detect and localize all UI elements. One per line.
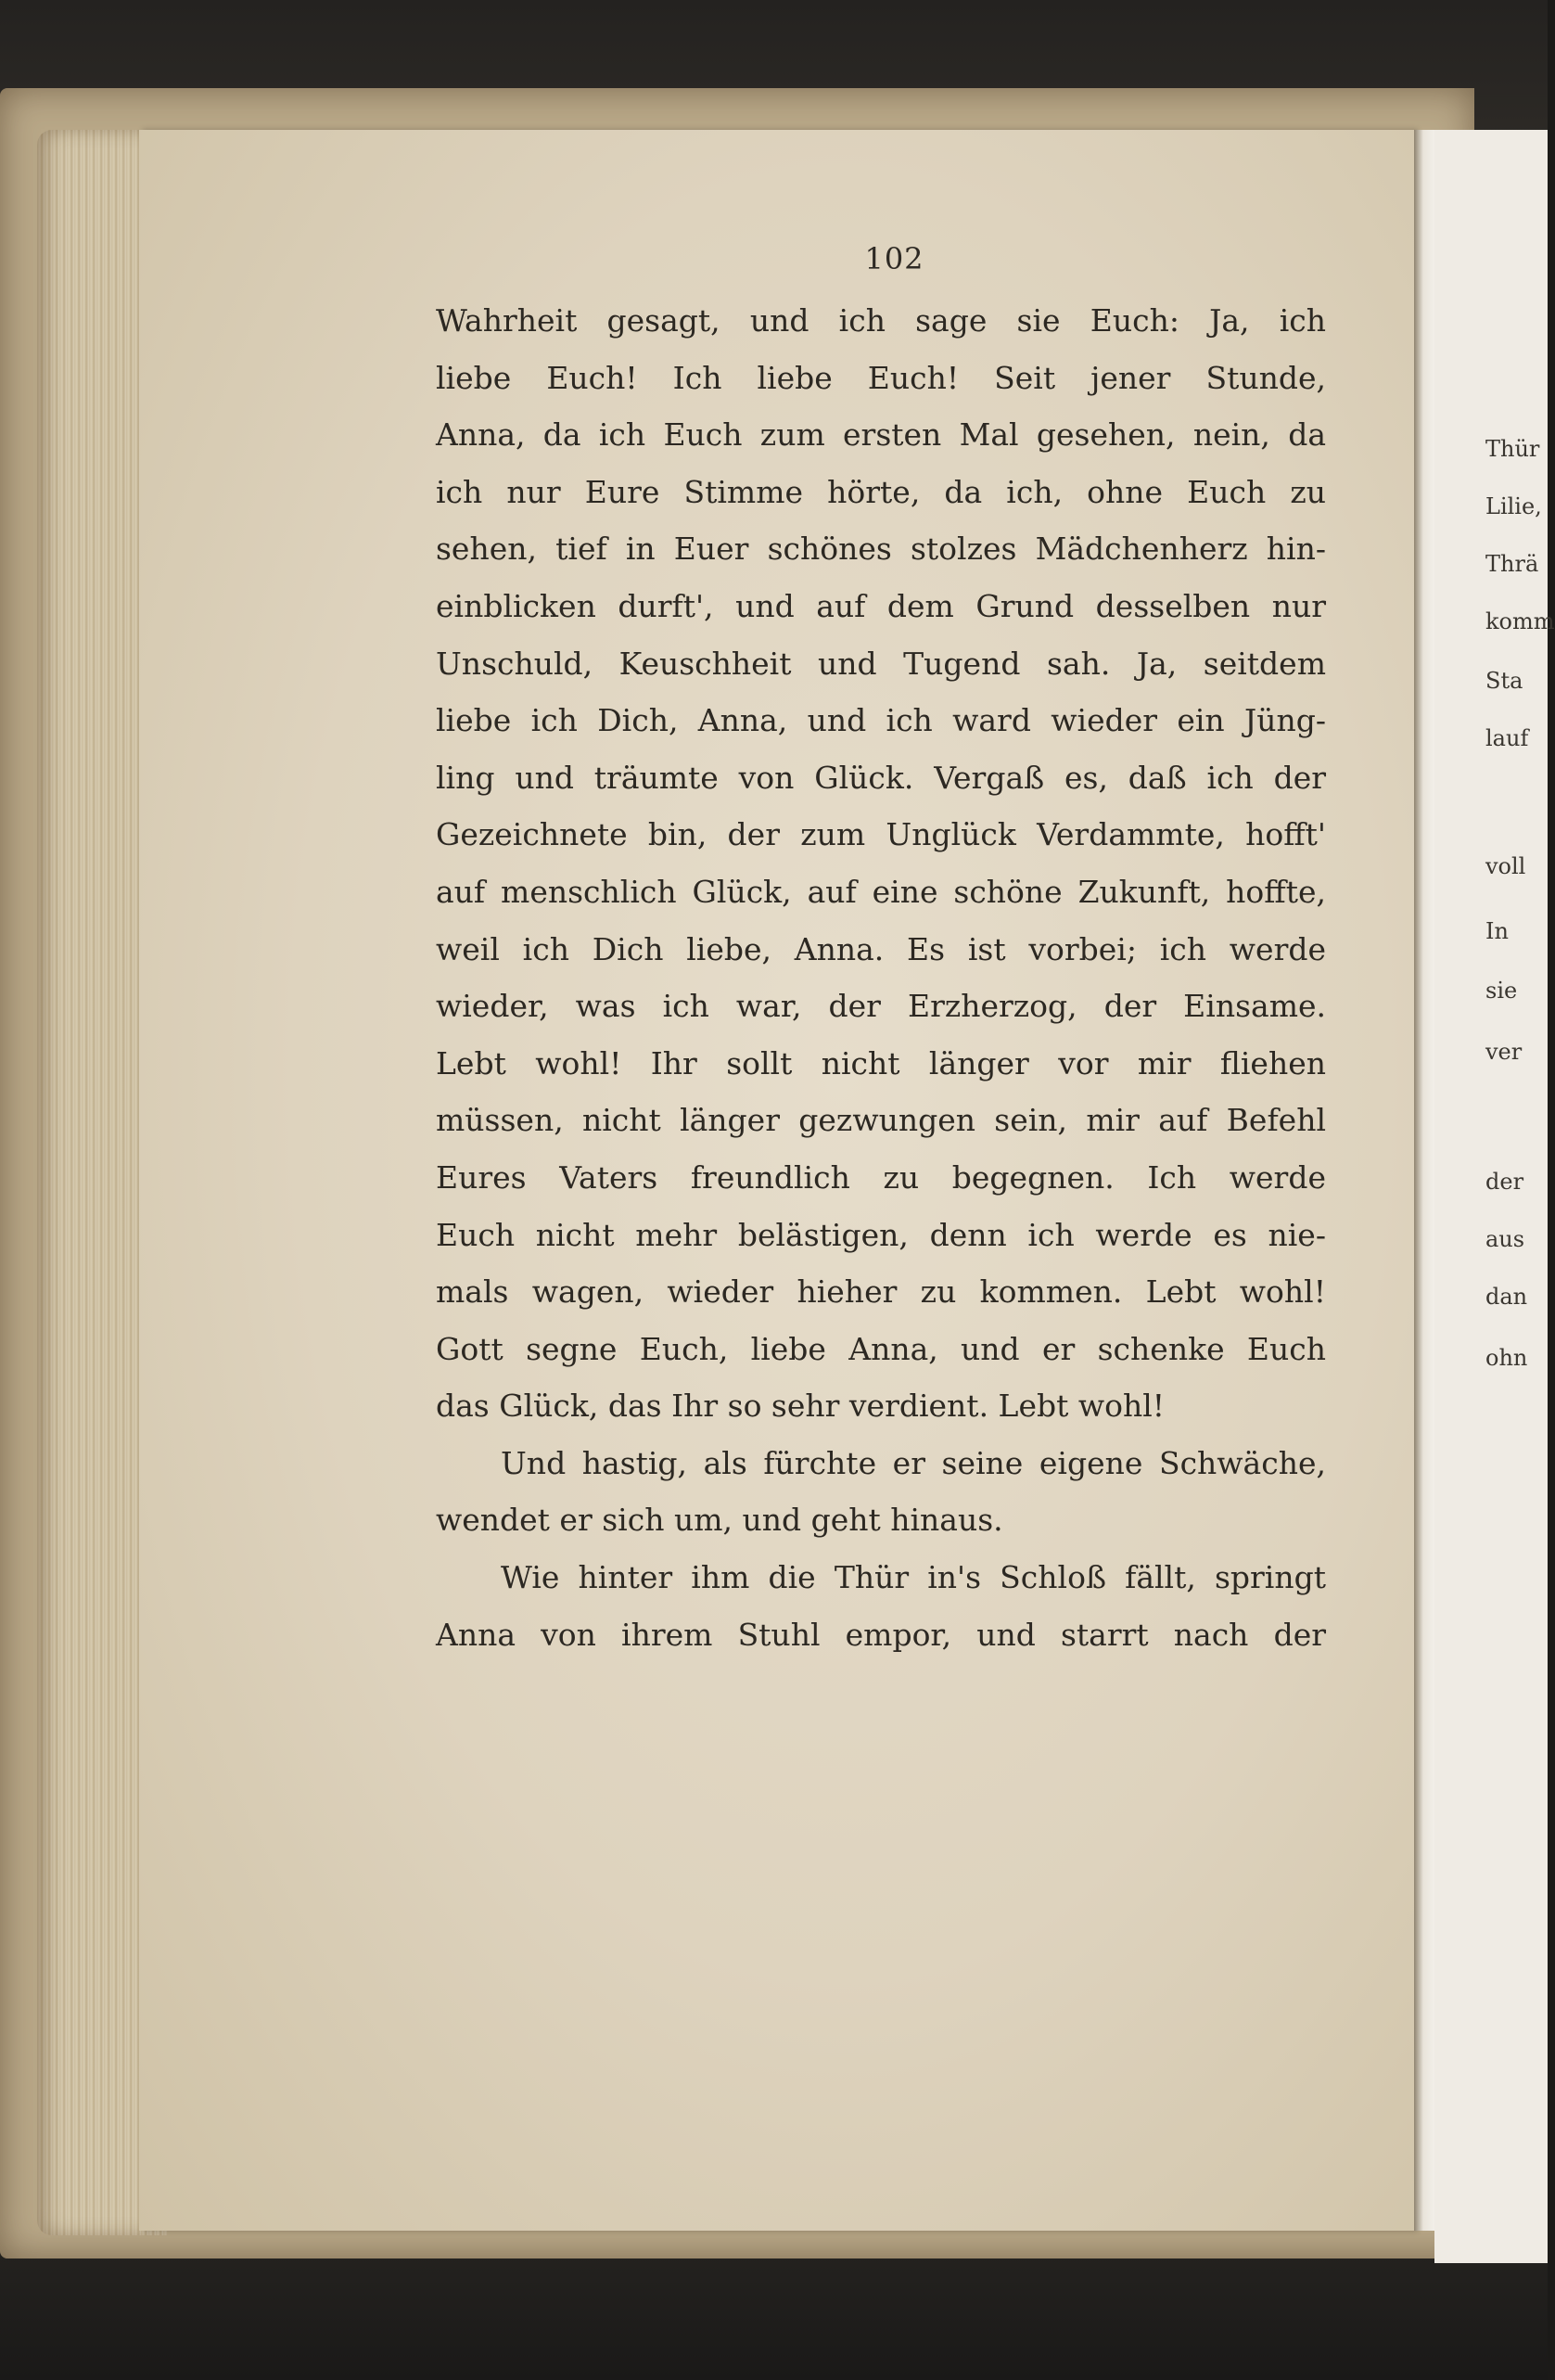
text-line: Eures Vaters freundlich zu begegnen. Ich werde — [436, 1158, 1326, 1196]
text-line: einblicken durft', und auf dem Grund desselben nur — [436, 587, 1326, 624]
adjacent-page-fragment: voll — [1485, 853, 1526, 879]
text-line: Wahrheit gesagt, und ich sage sie Euch: Ja, ich — [436, 302, 1326, 339]
adjacent-page-fragment: der — [1485, 1169, 1524, 1195]
adjacent-page-fragment: komm — [1485, 608, 1555, 634]
text-line: Und hastig, als fürchte er seine eigene Schwäche, — [501, 1444, 1326, 1481]
text-line: Unschuld, Keuschheit und Tugend sah. Ja, seitdem — [436, 645, 1326, 682]
adjacent-page-fragment: In — [1485, 918, 1509, 944]
text-line: müssen, nicht länger gezwungen sein, mir auf Befehl — [436, 1102, 1326, 1139]
adjacent-page-fragment: dan — [1485, 1284, 1528, 1310]
text-line: wendet er sich um, und geht hinaus. — [436, 1502, 1003, 1539]
adjacent-page-fragment: sie — [1485, 978, 1518, 1004]
text-line: mals wagen, wieder hieher zu kommen. Lebt wohl! — [436, 1273, 1326, 1311]
adjacent-page-fragment: ohn — [1485, 1345, 1528, 1371]
text-line: das Glück, das Ihr so sehr verdient. Lebt wohl! — [436, 1388, 1166, 1425]
text-line: Gott segne Euch, liebe Anna, und er schenke Euch — [436, 1330, 1326, 1367]
adjacent-page-fragment: lauf — [1485, 725, 1529, 751]
text-line: Lebt wohl! Ihr sollt nicht länger vor mir fliehen — [436, 1044, 1326, 1081]
text-line: ich nur Eure Stimme hörte, da ich, ohne Euch zu — [436, 473, 1326, 510]
adjacent-page-fragment: ver — [1485, 1039, 1523, 1065]
text-line: liebe Euch! Ich liebe Euch! Seit jener Stunde, — [436, 359, 1326, 396]
text-line: Anna, da ich Euch zum ersten Mal gesehen, nein, da — [436, 416, 1326, 454]
text-line: Anna von ihrem Stuhl empor, und starrt nach der — [436, 1616, 1326, 1653]
text-line: liebe ich Dich, Anna, und ich ward wieder ein Jüng- — [436, 702, 1326, 739]
adjacent-page-fragment: Thrä — [1485, 551, 1539, 577]
text-line: Euch nicht mehr belästigen, denn ich werde es nie- — [436, 1216, 1326, 1253]
text-line: wieder, was ich war, der Erzherzog, der Einsame. — [436, 988, 1326, 1025]
adjacent-page-fragment: Sta — [1485, 668, 1523, 694]
text-line: Gezeichnete bin, der zum Unglück Verdammte, hofft' — [436, 816, 1326, 853]
adjacent-page-fragment: Lilie, — [1485, 493, 1542, 519]
text-line: ling und träumte von Glück. Vergaß es, daß ich der — [436, 759, 1326, 796]
adjacent-page-fragment: aus — [1485, 1226, 1525, 1252]
page-number: 102 — [864, 241, 924, 276]
text-line: weil ich Dich liebe, Anna. Es ist vorbei; ich werde — [436, 930, 1326, 967]
body-text — [436, 292, 1326, 1663]
text-line: sehen, tief in Euer schönes stolzes Mädchenherz hin- — [436, 531, 1326, 568]
book-gutter — [1414, 130, 1434, 2231]
adjacent-page-fragment: Thür — [1485, 436, 1540, 462]
text-line: Wie hinter ihm die Thür in's Schloß fällt, springt — [501, 1559, 1326, 1596]
text-line: auf menschlich Glück, auf eine schöne Zukunft, hoffte, — [436, 873, 1326, 910]
